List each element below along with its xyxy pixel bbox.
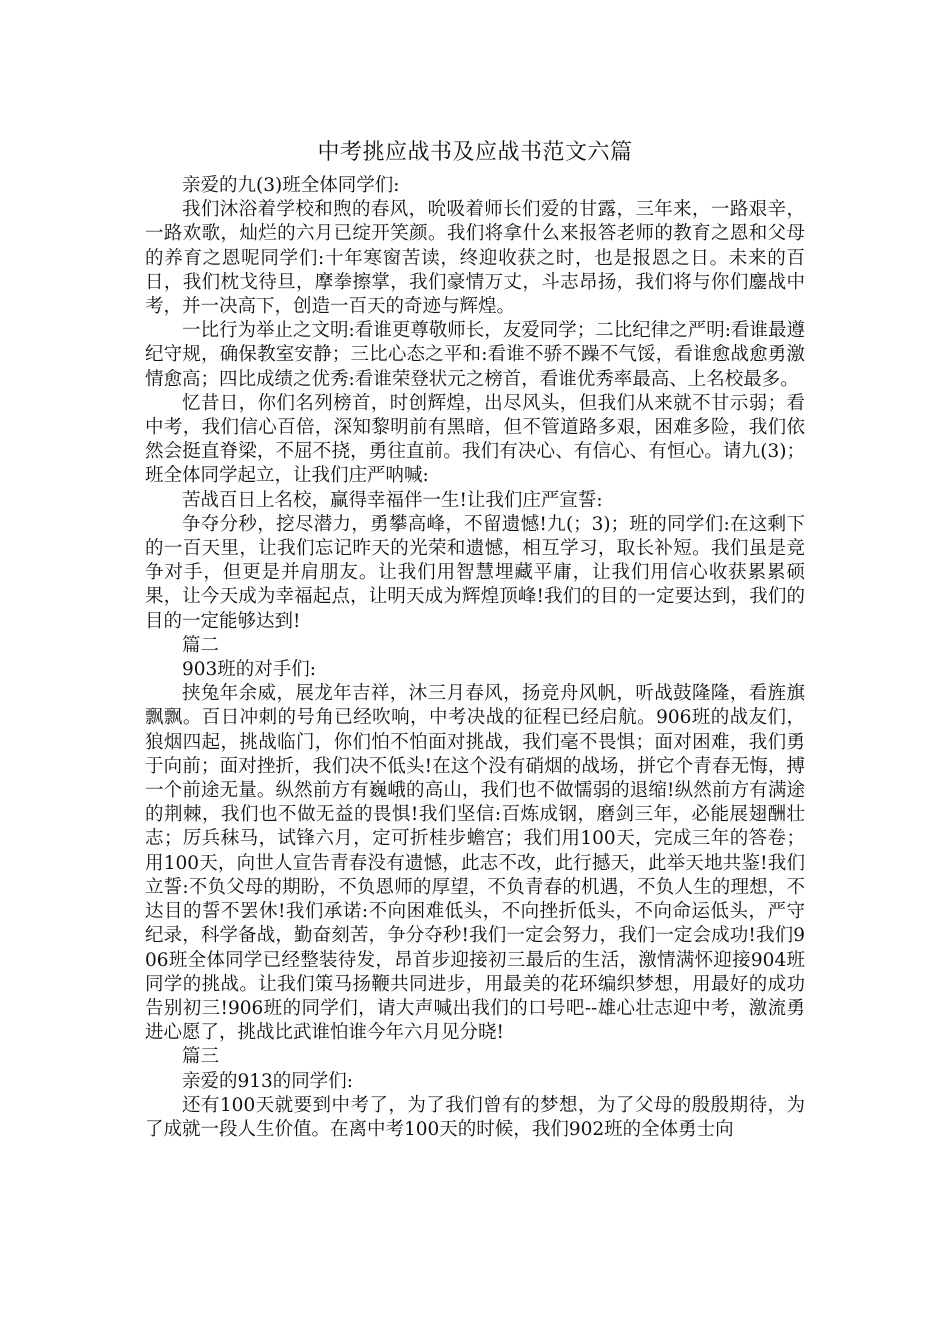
salutation-paragraph: 亲爱的913的同学们: [182,1070,354,1092]
salutation-paragraph: 亲爱的九(3)班全体同学们: [182,175,400,196]
body-paragraph: 争夺分秒，挖尽潜力，勇攀高峰，不留遗憾!九(；3)；班的同学们:在这剩下的一百天里，让我们忘记昨天的光荣和遗憾，相互学习，取长补短。我们虽是竞争对手，但更是并肩朋友。让我们用智慧埋藏平庸，让我们用信心收获累累硕果，让今天成为幸福起点，让明天成为辉煌顶峰!我们的目的一定要达到，我们的目的一定能够达到! [145,513,805,632]
section-heading: 篇二 [182,634,220,656]
body-paragraph: 苦战百日上名校，赢得幸福伴一生!让我们庄严宣誓: [182,489,603,511]
body-paragraph: 挟兔年余威，展龙年吉祥，沐三月春风，扬竞舟风帆，听战鼓隆隆，看旌旗飘飘。百日冲刺的号角已经吹响，中考决战的征程已经启航。906班的战友们，狼烟四起，挑战临门，你们怕不怕面对挑战，我们毫不畏惧；面对困难，我们勇于向前；面对挫折，我们决不低头!在这个没有硝烟的战场，拼它个青春无悔，搏一个前途无量。纵然前方有巍峨的高山，我们也不做懦弱的退缩!纵然前方有满途的荆棘，我们也不做无益的畏惧!我们坚信:百炼成钢，磨剑三年，必能展翅酬壮志；厉兵秣马，试锋六月，定可折桂步蟾宫；我们用100天，完成三年的答卷；用100天，向世人宣告青春没有遗憾，此志不改，此行撼天，此举天地共鉴!我们立誓:不负父母的期盼，不负恩师的厚望，不负青春的机遇，不负人生的理想，不达目的誓不罢休!我们承诺:不向困难低头，不向挫折低头，不向命运低头，严守纪录，科学备战，勤奋刻苦，争分夺秒!我们一定会努力，我们一定会成功!我们906班全体同学已经整装待发，昂首步迎接初三最后的生活，激情满怀迎接904班同学的挑战。让我们策马扬鞭共同进步，用最美的花环编织梦想，用最好的成功告别初三!906班的同学们，请大声喊出我们的口号吧--雄心壮志迎中考，激流勇进心愿了，挑战比武谁怕谁今年六月见分晓! [145,683,806,1044]
salutation-paragraph: 903班的对手们: [182,659,317,681]
document-title: 中考挑应战书及应战书范文六篇 [317,140,633,165]
body-paragraph: 还有100天就要到中考了，为了我们曾有的梦想，为了父母的殷殷期待，为了成就一段人生价值。在离中考100天的时候，我们902班的全体勇士向 [145,1094,805,1140]
document-body [145,138,805,1142]
body-paragraph: 一比行为举止之文明:看谁更尊敬师长，友爱同学；二比纪律之严明:看谁最遵纪守规，确保教室安静；三比心态之平和:看谁不骄不躁不气馁，看谁愈战愈勇激情愈高；四比成绩之优秀:看谁荣登状元之榜首，看谁优秀率最高、上名校最多。 [145,320,805,390]
section-heading: 篇三 [182,1046,220,1068]
body-paragraph: 我们沐浴着学校和煦的春风，吮吸着师长们爱的甘露，三年来，一路艰辛，一路欢歌，灿烂的六月已绽开笑颜。我们将拿什么来报答老师的教育之恩和父母的养育之恩呢同学们:十年寒窗苦读，终迎收获之时，也是报恩之日。未来的百日，我们枕戈待旦，摩拳擦掌，我们豪情万丈，斗志昂扬，我们将与你们鏖战中考，并一决高下，创造一百天的奇迹与辉煌。 [145,199,805,318]
body-paragraph: 忆昔日，你们名列榜首，时创辉煌，出尽风头，但我们从来就不甘示弱；看中考，我们信心百倍，深知黎明前有黑暗，但不管道路多艰，困难多险，我们依然会挺直脊梁，不屈不挠，勇往直前。我们有决心、有信心、有恒心。请九(3)；班全体同学起立，让我们庄严呐喊: [145,392,805,487]
